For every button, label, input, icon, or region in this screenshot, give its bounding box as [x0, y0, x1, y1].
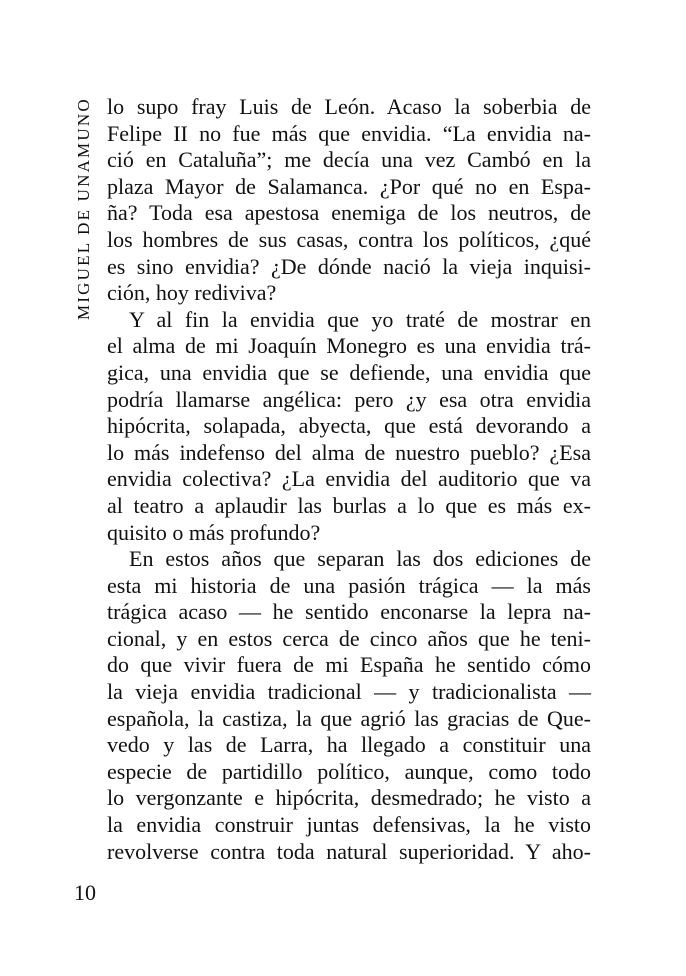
text-line: lo vergonzante e hipócrita, desmedrado; he visto a	[107, 785, 591, 811]
text-line: hipócrita, solapada, abyecta, que está devorando a	[107, 413, 591, 439]
text-line: al teatro a aplaudir las burlas a lo que es más ex-	[107, 492, 591, 518]
running-head-author: MIGUEL DE UNAMUNO	[74, 97, 93, 320]
text-line: do que vivir fuera de mi España he sentido cómo	[107, 652, 591, 678]
text-line: ció en Cataluña”; me decía una vez Cambó en la	[107, 147, 591, 173]
text-line: ción, hoy rediviva?	[107, 280, 277, 306]
text-line: lo supo fray Luis de León. Acaso la soberbia de	[107, 94, 591, 119]
text-line: trágica acaso — he sentido enconarse la lepra na-	[107, 599, 591, 625]
text-line: En estos años que separan las dos ediciones de	[129, 546, 591, 572]
text-line: gica, una envidia que se defiende, una envidia que	[107, 359, 591, 385]
text-line: los hombres de sus casas, contra los políticos, ¿qué	[107, 226, 591, 252]
text-line: envidia colectiva? ¿La envidia del auditorio que va	[107, 466, 591, 492]
text-line: esta mi historia de una pasión trágica — la más	[107, 572, 591, 598]
text-line: el alma de mi Joaquín Monegro es una envidia trá-	[107, 333, 591, 359]
text-line: la envidia construir juntas defensivas, la he visto	[107, 812, 591, 838]
text-line: ña? Toda esa apestosa enemiga de los neutros, de	[107, 200, 591, 226]
body-text	[107, 94, 591, 865]
text-line: es sino envidia? ¿De dónde nació la vieja inquisi-	[107, 253, 591, 279]
text-line: plaza Mayor de Salamanca. ¿Por qué no en Espa-	[107, 173, 591, 199]
text-line: especie de partidillo político, aunque, como todo	[107, 758, 591, 784]
text-line: revolverse contra toda natural superioridad. Y aho-	[107, 838, 591, 864]
text-line: Felipe II no fue más que envidia. “La envidia na-	[107, 120, 591, 146]
text-line: vedo y las de Larra, ha llegado a constituir una	[107, 732, 591, 758]
text-line: lo más indefenso del alma de nuestro pueblo? ¿Esa	[107, 439, 591, 465]
text-line: quisito o más profundo?	[107, 519, 321, 545]
text-line: Y al fin la envidia que yo traté de mostrar en	[129, 306, 591, 332]
text-line: cional, y en estos cerca de cinco años que he teni-	[107, 625, 591, 651]
text-line: española, la castiza, la que agrió las gracias de Que-	[107, 705, 591, 731]
text-line: la vieja envidia tradicional — y tradicionalista —	[107, 679, 591, 705]
page-number: 10	[74, 880, 96, 905]
text-line: podría llamarse angélica: pero ¿y esa otra envidia	[107, 386, 591, 412]
